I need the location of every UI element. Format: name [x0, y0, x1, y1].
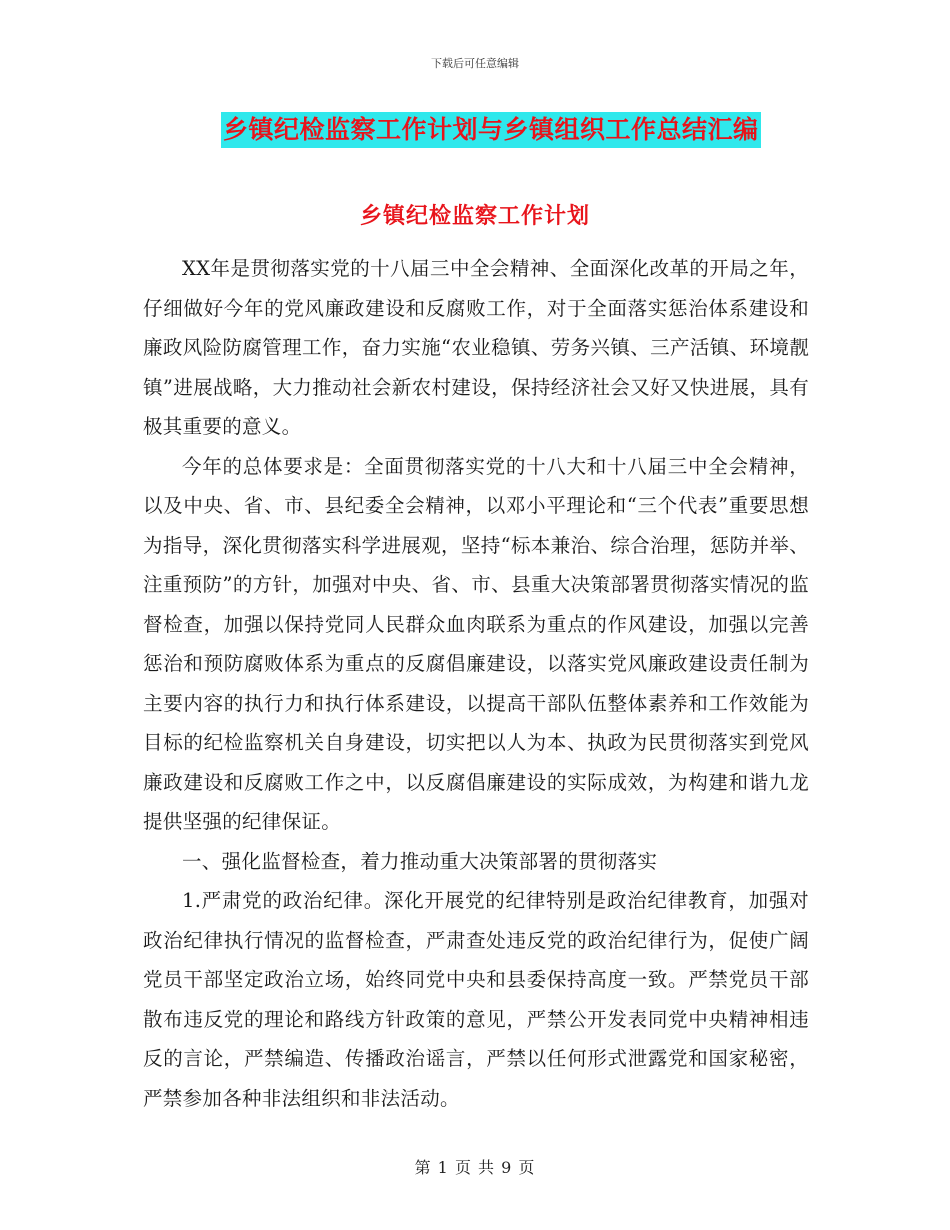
- section-heading-one: 一、强化监督检查，着力推动重大决策部署的贯彻落实: [182, 849, 658, 873]
- paragraph-intro: XX年是贯彻落实党的十八届三中全会精神、全面深化改革的开局之年，仔细做好今年的党风廉政建设和反腐败工作，对于全面落实惩治体系建设和廉政风险防腐管理工作，奋力实施“农业稳镇、劳务兴镇、三产活镇、环境靓镇”进展战略，大力推动社会新农村建设，保持经济社会又好又快进展，具有极其重要的意义。: [143, 257, 809, 438]
- page-number: 第 1 页 共 9 页: [414, 1158, 536, 1177]
- header-note: 下载后可任意编辑: [431, 57, 519, 70]
- document-main-title: 乡镇纪检监察工作计划与乡镇组织工作总结汇编: [221, 112, 761, 148]
- paragraph-item-one: 1.严肃党的政治纪律。深化开展党的纪律特别是政治纪律教育，加强对政治纪律执行情况的监督检查，严肃查处违反党的政治纪律行为，促使广阔党员干部坚定政治立场，始终同党中央和县委保持高度一致。严禁党员干部散布违反党的理论和路线方针政策的意见，严禁公开发表同党中央精神相违反的言论，严禁编造、传播政治谣言，严禁以任何形式泄露党和国家秘密，严禁参加各种非法组织和非法活动。: [143, 889, 809, 1110]
- paragraph-general-requirements: 今年的总体要求是：全面贯彻落实党的十八大和十八届三中全会精神，以及中央、省、市、县纪委全会精神，以邓小平理论和“三个代表”重要思想为指导，深化贯彻落实科学进展观，坚持“标本兼治、综合治理，惩防并举、注重预防”的方针，加强对中央、省、市、县重大决策部署贯彻落实情况的监督检查，加强以保持党同人民群众血肉联系为重点的作风建设，加强以完善惩治和预防腐败体系为重点的反腐倡廉建设，以落实党风廉政建设责任制为主要内容的执行力和执行体系建设，以提高干部队伍整体素养和工作效能为目标的纪检监察机关自身建设，切实把以人为本、执政为民贯彻落实到党风廉政建设和反腐败工作之中，以反腐倡廉建设的实际成效，为构建和谐九龙提供坚强的纪律保证。: [143, 454, 809, 833]
- document-sub-title: 乡镇纪检监察工作计划: [359, 203, 590, 229]
- document-body: [143, 249, 809, 1118]
